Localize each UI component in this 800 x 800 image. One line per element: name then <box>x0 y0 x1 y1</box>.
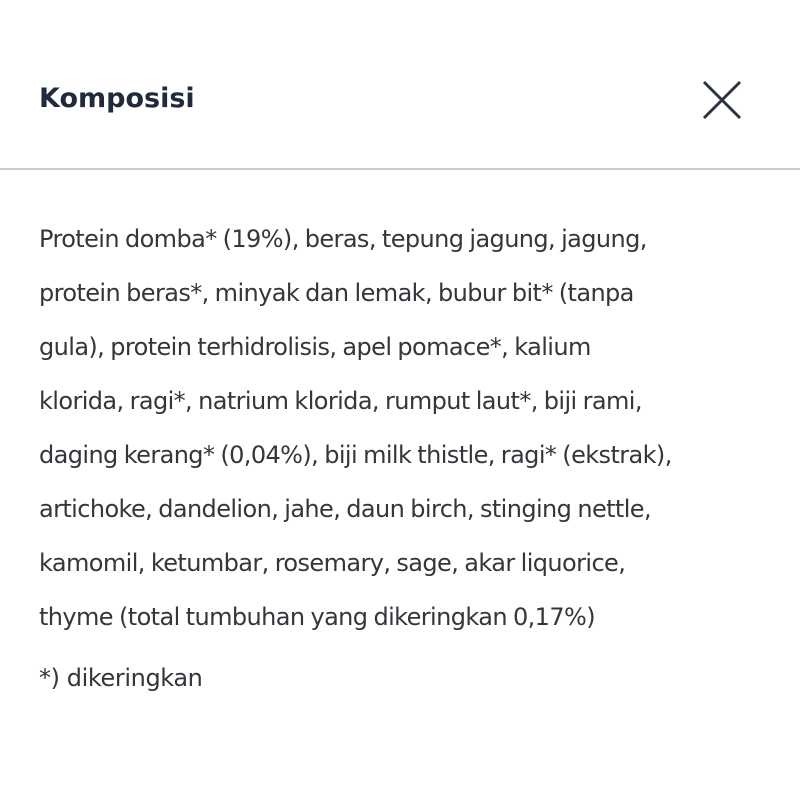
composition-line: kamomil, ketumbar, rosemary, sage, akar liquorice, <box>39 549 626 577</box>
composition-line: Protein domba* (19%), beras, tepung jagung, jagung, <box>39 225 647 253</box>
modal-body <box>39 212 739 698</box>
modal-title: Komposisi <box>39 83 195 114</box>
composition-line: thyme (total tumbuhan yang dikeringkan 0,17%) <box>39 603 595 631</box>
composition-line: gula), protein terhidrolisis, apel pomace*, kalium <box>39 333 591 361</box>
close-button[interactable] <box>696 74 748 126</box>
close-icon <box>696 74 748 126</box>
composition-line: daging kerang* (0,04%), biji milk thistle, ragi* (ekstrak), <box>39 441 672 469</box>
composition-line: protein beras*, minyak dan lemak, bubur bit* (tanpa <box>39 279 634 307</box>
composition-line: klorida, ragi*, natrium klorida, rumput laut*, biji rami, <box>39 387 642 415</box>
composition-line: artichoke, dandelion, jahe, daun birch, stinging nettle, <box>39 495 651 523</box>
composition-text <box>39 212 739 644</box>
dried-footnote: *) dikeringkan <box>39 664 203 692</box>
modal-header <box>0 0 800 170</box>
